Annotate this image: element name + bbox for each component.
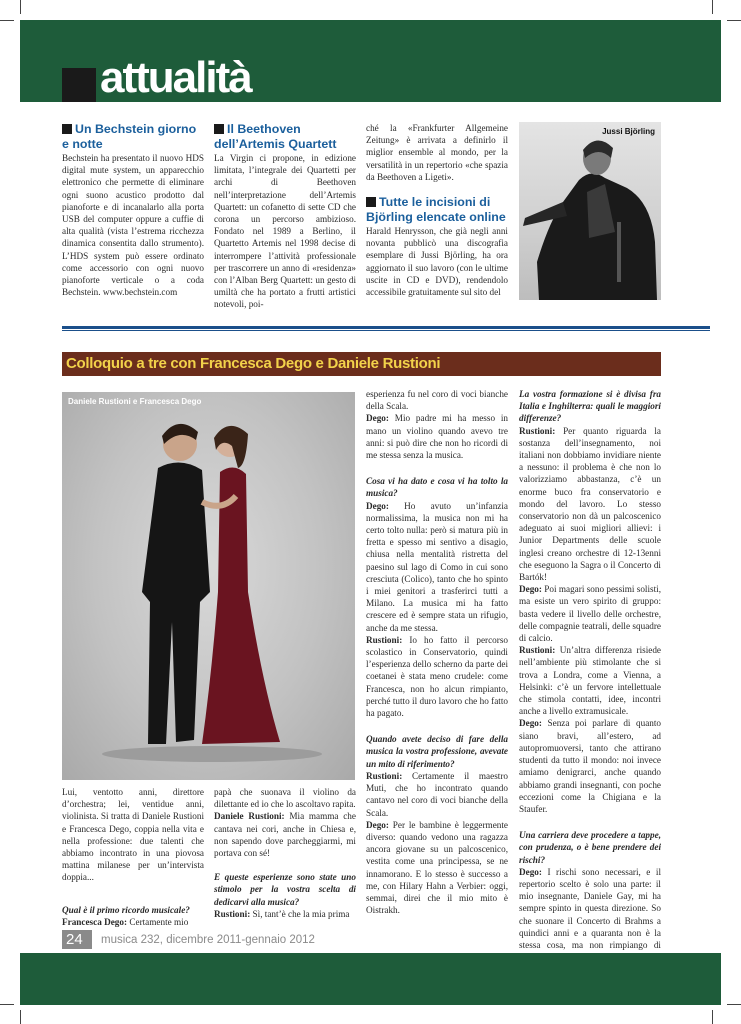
answer-text: Certamente il maestro Muti, che ho incontrato quando cantavo nel coro di voci bianche della Scala. [366, 770, 508, 818]
news-item-bjorling [366, 122, 508, 298]
interview-answer [366, 500, 508, 634]
footer-issue-text: musica 232, dicembre 2011-gennaio 2012 [101, 934, 315, 946]
speaker-name: Dego: [519, 718, 542, 729]
answer-text: I rischi sono necessari, e il repertorio scelto è solo una parte: il mio insegnante, Daniele Gay, mi ha sempre spinto in questa direzione. So che suonare il Concerto di Brahms a quindici anni e a quaranta non è la stessa cosa, ma non rimpiango di [519, 866, 661, 950]
divider-rule [62, 330, 710, 331]
news-headline-text: Un Bechstein giorno e notte [62, 122, 197, 151]
news-headline [214, 122, 356, 151]
answer-text: Ho avuto un’infanzia normalissima, la musica non mi ha certo tolto nulla: però si matura più in fretta e spesso mi sentivo a disagio, chiusa nella mentalità ristretta del paesino sul lago di Como in cui sono cresciuta (Colico), tanto che ho spinto i miei genitori a trasferirci tutti a Milano. La musica mi ha fatto crescere ed è sempre stata un rifugio, anche da me stessa. [366, 500, 508, 633]
interview-answer [62, 916, 204, 928]
crop-mark [0, 1004, 14, 1005]
bjorling-photo [519, 122, 661, 300]
interview-answer [519, 644, 661, 717]
answer-text: Mia mamma che cantava nei cori, anche in Chiesa e, non sapendo dove parcheggiarmi, mi portava con sé! [214, 811, 356, 859]
speaker-name: Rustioni: [366, 770, 403, 781]
interview-intro: Lui, ventotto anni, direttore d’orchestra; lei, ventidue anni, violinista. Si tratta di Daniele Rustioni e Francesca Dego, coppia nella vita e nella professione: due talenti che abbiamo incontrato in una piovosa mattina milanese per un’intervista doppia... [62, 787, 204, 883]
news-continuation: ché la «Frankfurter Allgemeine Zeitung» è arrivata a definirlo il miglior ensemble al mondo, per la versatilità in un repertorio «che spazia da Beethoven a Ligeti». [366, 123, 508, 182]
answer-text: Senza poi parlare di quanto siano bravi, all’estero, ad autopromuoversi, tanto che attirano studenti da tutto il mondo: noi invece amiamo denigrarci, anche quando abbiamo grandi insegnanti, con poche eccezioni come la Chigiana e la Staufer. [519, 718, 662, 814]
crop-mark [712, 1010, 713, 1024]
answer-text: Io ho fatto il percorso scolastico in Conservatorio, quindi l’esperienza dello scherno da parte dei coetanei è stata meno crudele: come Francesca, non ho alcun rimpianto, perché tutto il duro lavoro che ho fatto ha pagato. [366, 634, 509, 719]
crop-mark [0, 20, 14, 21]
singer-figure [519, 122, 661, 300]
speaker-name: Francesca Dego: [62, 916, 128, 927]
interview-answer [366, 770, 508, 819]
answer-text: Un’altra differenza risiede nell’ambiente più stimolante che si trova a Londra, come a Vienna, a Helsinki: c’è un fervore intellettuale che stimola contatti, idee, incontri anche a livello extramusicale. [519, 645, 661, 717]
interview-answer [519, 425, 661, 584]
answer-text: Mio padre mi ha messo in mano un violino quando avevo tre anni: si può dire che non ho ricordi di me stessa senza la musica. [366, 413, 508, 461]
news-headline [366, 195, 508, 224]
news-item-beethoven [214, 122, 356, 311]
crop-mark [712, 0, 713, 14]
section-marker-box [62, 68, 96, 102]
interview-answer [366, 412, 508, 461]
speaker-name: Dego: [366, 819, 389, 830]
square-bullet-icon [366, 197, 376, 207]
speaker-name: Rustioni: [366, 634, 403, 645]
divider-rule [62, 326, 710, 329]
interview-question: E queste esperienze sono state uno stimolo per la vostra scelta di dedicarvi alla musica? [214, 872, 356, 907]
photo-caption: Daniele Rustioni e Francesca Dego [68, 397, 202, 406]
interview-answer [519, 717, 661, 815]
news-headline-text: Tutte le incisioni di Björling elencate online [366, 195, 506, 224]
interview-column-1 [62, 786, 204, 928]
speaker-name: Rustioni: [519, 425, 556, 436]
couple-figure [62, 392, 355, 780]
section-title: attualità [100, 53, 251, 102]
speaker-name: Dego: [366, 500, 389, 511]
crop-mark [727, 20, 741, 21]
answer-continuation: esperienza fu nel coro di voci bianche della Scala. [366, 389, 508, 412]
speaker-name: Rustioni: [214, 908, 251, 919]
feature-title: Colloquio a tre con Francesca Dego e Daniele Rustioni [66, 355, 441, 372]
news-text: Bechstein ha presentato il nuovo HDS digital mute system, un apparecchio elettronico che permette di eliminare ogni suono acustico prodotto dal pianoforte e di incanalarlo alla porta USB del computer oppure a cuffie di alta qualità (vista l’estrema ricchezza dinamica consentita dallo strumento). L’HDS system può essere ordinato come accessorio con ogni nuovo pianoforte verticale o a coda Bechstein. www.bechstein.com [62, 153, 204, 298]
answer-text: Per le bambine è leggermente diverso: quando vedono una ragazza ancora giovane su un palcoscenico, vestita come una principessa, se ne innamorano. E lo stesso è successo a me, con Hilary Hahn a Verbier: oggi, semmai, direi che il mio mito è Oistrakh. [366, 819, 509, 916]
interview-question: Cosa vi ha dato e cosa vi ha tolto la musica? [366, 476, 508, 499]
interview-answer [366, 634, 508, 719]
footer-band [20, 953, 721, 1005]
interview-answer [214, 908, 356, 920]
interview-answer [519, 866, 661, 964]
interview-column-2 [214, 786, 356, 920]
couple-photo [62, 392, 355, 780]
interview-answer [519, 583, 661, 644]
crop-mark [20, 0, 21, 14]
photo-caption: Jussi Björling [602, 127, 655, 136]
speaker-name: Dego: [519, 584, 542, 595]
interview-question: Una carriera deve procedere a tappe, con prudenza, o è bene prendere dei rischi? [519, 830, 661, 865]
interview-column-3 [366, 388, 508, 916]
speaker-name: Rustioni: [519, 645, 556, 656]
news-headline [62, 122, 204, 151]
answer-text: Sì, tant’è che la mia prima [252, 908, 350, 919]
news-item-bechstein [62, 122, 204, 298]
answer-text: Certamente mio [129, 916, 189, 927]
answer-text: Poi magari sono pessimi solisti, ma esiste un vero spirito di gruppo: basta vedere il livello delle orchestre, delle compagnie teatrali, delle squadre di calcio. [519, 584, 662, 644]
interview-question: Qual è il primo ricordo musicale? [62, 904, 190, 915]
speaker-name: Dego: [519, 866, 542, 877]
square-bullet-icon [214, 124, 224, 134]
crop-mark [20, 1010, 21, 1024]
crop-mark [727, 1004, 741, 1005]
interview-question: La vostra formazione si è divisa fra Italia e Inghilterra: quali le maggiori differenze? [519, 389, 661, 424]
news-text: Harald Henrysson, che già negli anni novanta pubblicò una discografia esemplare di Jussi Björling, ha ora aggiornato il suo lavoro (con le ultime uscite in CD e DVD), rendendolo accessibile gratuitamente sul sito del [366, 226, 508, 298]
interview-answer [366, 819, 508, 917]
speaker-name: Dego: [366, 413, 389, 424]
news-headline-text: Il Beethoven dell’Artemis Quartett [214, 122, 337, 151]
answer-continuation: papà che suonava il violino da dilettante ed io che lo ascoltavo rapita. [214, 787, 356, 810]
news-text: La Virgin ci propone, in edizione limitata, l’integrale dei Quartetti per archi di Beethoven nell’interpretazione dell’Artemis Quartett: un cofanetto di sette CD che corona un percorso ambizioso. Fondato nel 1989 a Berlino, il Quartetto Artemis nel 1998 decise di interrompere l’attività professionale per trascorrere un anno di «residenza» con l’Alban Berg Quartett: un gesto di umiltà che ha portato a frutti artistici notevoli, poi- [214, 153, 356, 310]
speaker-name: Daniele Rustioni: [214, 811, 285, 822]
square-bullet-icon [62, 124, 72, 134]
page-number: 24 [66, 931, 83, 948]
answer-text: Per quanto riguarda la sostanza dell’insegnamento, noi italiani non dobbiamo invidiare niente a nessuno: il problema è che non lo valorizziamo abbastanza, c’è un enorme buco fra conservatorio e mondo del lavoro. Lo stesso conservatorio non dà un palcoscenico adeguato ai suoi migliori allievi: i Junior Departments delle scuole inglesi creano orchestre di 12-13enni che eseguono la Sagra o il Concerto di Bartók! [519, 425, 661, 583]
interview-question: Quando avete deciso di fare della musica la vostra professione, avevate un mito di riferimento? [366, 734, 508, 769]
interview-answer [214, 810, 356, 859]
interview-column-4 [519, 388, 661, 963]
